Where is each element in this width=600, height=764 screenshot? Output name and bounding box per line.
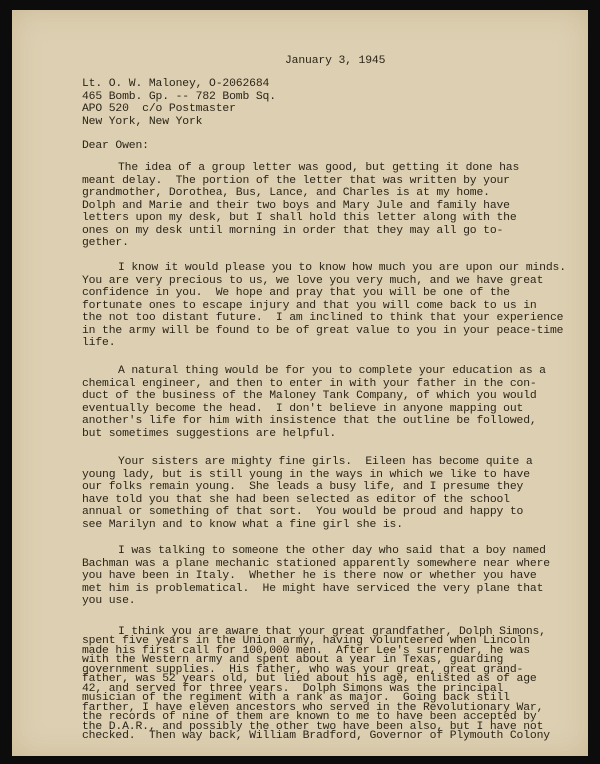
text-line: eventually become the head. I don't believe in anyone mapping out — [82, 402, 524, 415]
text-line: another's life for him with insistence that the outline be followed, — [82, 415, 537, 427]
text-line: see Marilyn and to know what a fine girl she is. — [82, 518, 403, 531]
text-line: met him is problematical. He might have serviced the very plane that — [82, 582, 544, 595]
text-line: You are very precious to us, we love you very much, and we have great — [82, 274, 544, 287]
text-line: you use. — [82, 595, 136, 607]
text-line: Dolph and Marie and their two boys and Mary Jule and family have — [82, 199, 510, 212]
text-line: father, was 52 years old, but lied about his age, enlisted as of age — [82, 673, 537, 686]
text-line: farther, I have eleven ancestors who served in the Revolutionary War, — [82, 701, 544, 714]
text-line: the D.A.R., and possibly the other two have been also, but I have not — [82, 720, 544, 733]
text-line: in the army will be found to be of great value to you in your peace-time — [82, 324, 564, 337]
text-line: I think you are aware that your great grandfather, Dolph Simons, — [118, 626, 546, 638]
text-line: musician of the regiment with a rank as major. Going back still — [82, 692, 510, 705]
text-line: young lady, but is still young in the ways in which we like to have — [82, 468, 530, 481]
text-line: the records of nine of them are known to me to have been accepted by — [82, 711, 537, 724]
text-line: Your sisters are mighty fine girls. Eileen has become quite a — [118, 456, 533, 468]
text-line: gether. — [82, 237, 129, 249]
text-line: duct of the business of the Maloney Tank Company, of which you would — [82, 390, 537, 402]
text-line: fortunate ones to escape injury and that you will come back to us in — [82, 299, 537, 312]
text-line: the not too distant future. I am inclined to think that your experience — [82, 312, 564, 324]
text-line: life. — [82, 337, 116, 349]
text-line: annual or something of that sort. You would be proud and happy to — [82, 506, 524, 518]
text-line: with the Western army and spent about a year in Texas, guarding — [82, 654, 504, 667]
text-line: I was talking to someone the other day who said that a boy named — [118, 545, 546, 557]
text-line: ones on my desk until morning in order that they may all go to- — [82, 224, 504, 237]
text-line: chemical engineer, and then to enter in with your father in the con- — [82, 377, 537, 390]
text-line: confidence in you. We hope and pray that you will be one of the — [82, 287, 510, 299]
text-line: made his first call for 100,000 men. After Lee's surrender, he was — [82, 644, 530, 657]
address-line: 465 Bomb. Gp. -- 782 Bomb Sq. — [82, 90, 276, 103]
address-line: Lt. O. W. Maloney, O-2062684 — [82, 78, 270, 90]
salutation: Dear Owen: — [82, 140, 149, 152]
text-line: government supplies. His father, who was your great, great grand- — [82, 663, 524, 676]
text-line: meant delay. The portion of the letter that was written by your — [82, 174, 510, 187]
text-line: 42, and served for three years. Dolph Simons was the principal — [82, 682, 504, 695]
text-line: checked. Then way back, William Bradford, Governor of Plymouth Colony — [82, 730, 550, 742]
address-line: APO 520 c/o Postmaster — [82, 103, 236, 115]
text-line: Bachman was a plane mechanic stationed apparently somewhere near where — [82, 557, 550, 570]
text-line: spent five years in the Union army, having volunteered when Lincoln — [82, 635, 530, 648]
text-line: letters upon my desk, but I shall hold this letter along with the — [82, 212, 517, 224]
text-line: grandmother, Dorothea, Bus, Lance, and Charles is at my home. — [82, 187, 490, 199]
address-line: New York, New York — [82, 115, 203, 128]
text-line: you have been in Italy. Whether he is there now or whether you have — [82, 570, 537, 582]
text-line: I know it would please you to know how much you are upon our minds. — [118, 262, 566, 274]
letter-date: January 3, 1945 — [285, 55, 386, 67]
letter-page — [12, 10, 588, 756]
text-line: The idea of a group letter was good, but getting it done has — [118, 162, 520, 174]
text-line: A natural thing would be for you to complete your education as a — [118, 365, 546, 377]
text-line: have told you that she had been selected as editor of the school — [82, 493, 510, 506]
text-line: our folks remain young. She leads a busy life, and I presume they — [82, 481, 524, 493]
text-line: but sometimes suggestions are helpful. — [82, 427, 337, 440]
